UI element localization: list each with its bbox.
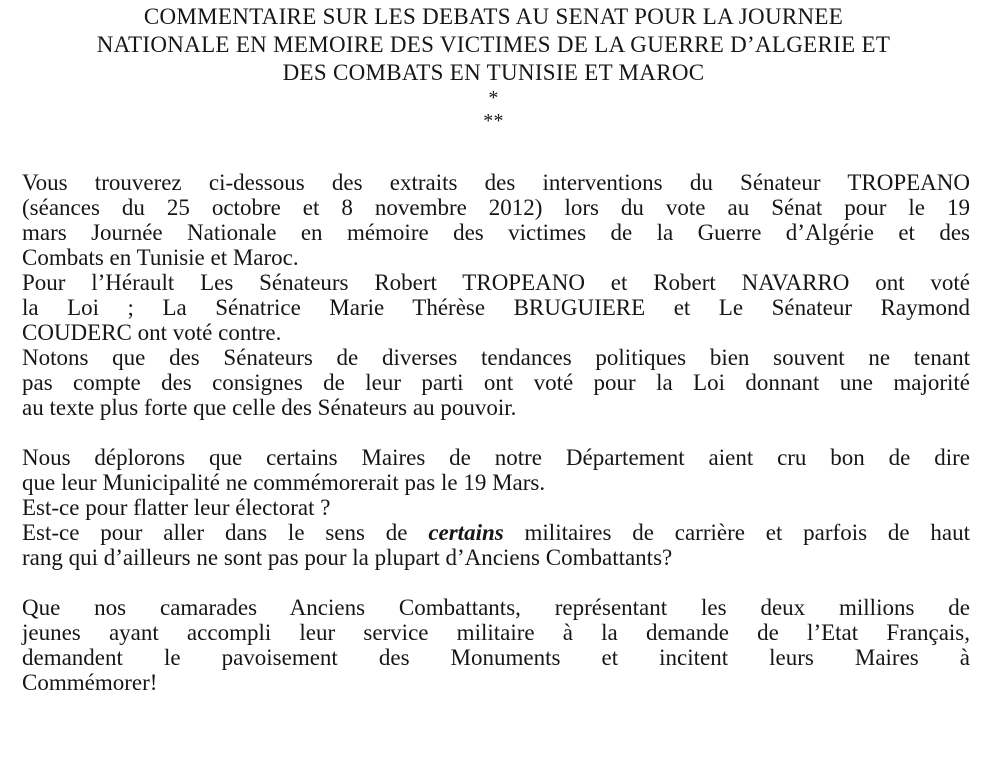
- document-title: [0, 3, 987, 133]
- text-line: que leur Municipalité ne commémorerait pas le 19 Mars.: [22, 470, 546, 495]
- paragraph-spacer: [22, 420, 970, 445]
- paragraph-senate-vote: [22, 170, 970, 270]
- text-line: Que nos camarades Anciens Combattants, représentant les deux millions de: [22, 595, 970, 620]
- text-line: Combats en Tunisie et Maroc.: [22, 245, 299, 270]
- text-line: pas compte des consignes de leur parti ont voté pour la Loi donnant une majorité: [22, 370, 970, 395]
- text-line: mars Journée Nationale en mémoire des victimes de la Guerre d’Algérie et des: [22, 220, 970, 245]
- title-line-2: NATIONALE EN MEMOIRE DES VICTIMES DE LA GUERRE D’ALGERIE ET: [96, 32, 891, 57]
- text-line: jeunes ayant accompli leur service militaire à la demande de l’Etat Français,: [22, 620, 970, 645]
- text-line: Pour l’Hérault Les Sénateurs Robert TROPEANO et Robert NAVARRO ont voté: [22, 270, 970, 295]
- text-fragment: Est-ce pour aller dans le sens de: [22, 520, 429, 545]
- text-line: (séances du 25 octobre et 8 novembre 2012) lors du vote au Sénat pour le 19: [22, 195, 970, 220]
- paragraph-spacer: [22, 570, 970, 595]
- text-fragment: militaires de carrière et parfois de haut: [503, 520, 970, 545]
- document-body: [22, 170, 970, 695]
- text-line: Nous déplorons que certains Maires de notre Département aient cru bon de dire: [22, 445, 970, 470]
- title-line-3: DES COMBATS EN TUNISIE ET MAROC: [282, 60, 705, 85]
- text-line: au texte plus forte que celle des Sénateurs au pouvoir.: [22, 395, 517, 420]
- text-line: Vous trouverez ci-dessous des extraits des interventions du Sénateur TROPEANO: [22, 170, 970, 195]
- paragraph-herault-senators: [22, 270, 970, 345]
- paragraph-question-electorate: [22, 495, 970, 520]
- paragraph-political-tendencies: [22, 345, 970, 420]
- paragraph-question-military: [22, 520, 970, 570]
- text-line: Commémorer!: [22, 670, 158, 695]
- text-line: Notons que des Sénateurs de diverses tendances politiques bien souvent ne tenant: [22, 345, 970, 370]
- text-line: [22, 520, 970, 545]
- text-line: rang qui d’ailleurs ne sont pas pour la plupart d’Anciens Combattants?: [22, 545, 673, 570]
- text-line: Est-ce pour flatter leur électorat ?: [22, 495, 331, 520]
- title-line-1: COMMENTAIRE SUR LES DEBATS AU SENAT POUR LA JOURNEE: [143, 4, 844, 29]
- text-line: COUDERC ont voté contre.: [22, 320, 282, 345]
- paragraph-call-to-action: [22, 595, 970, 695]
- text-line: la Loi ; La Sénatrice Marie Thérèse BRUGUIERE et Le Sénateur Raymond: [22, 295, 970, 320]
- paragraph-mayors: [22, 445, 970, 495]
- separator-star-2: **: [483, 110, 504, 132]
- text-line: demandent le pavoisement des Monuments et incitent leurs Maires à: [22, 645, 970, 670]
- emphasized-word: certains: [428, 520, 504, 545]
- separator-star-1: *: [488, 87, 499, 109]
